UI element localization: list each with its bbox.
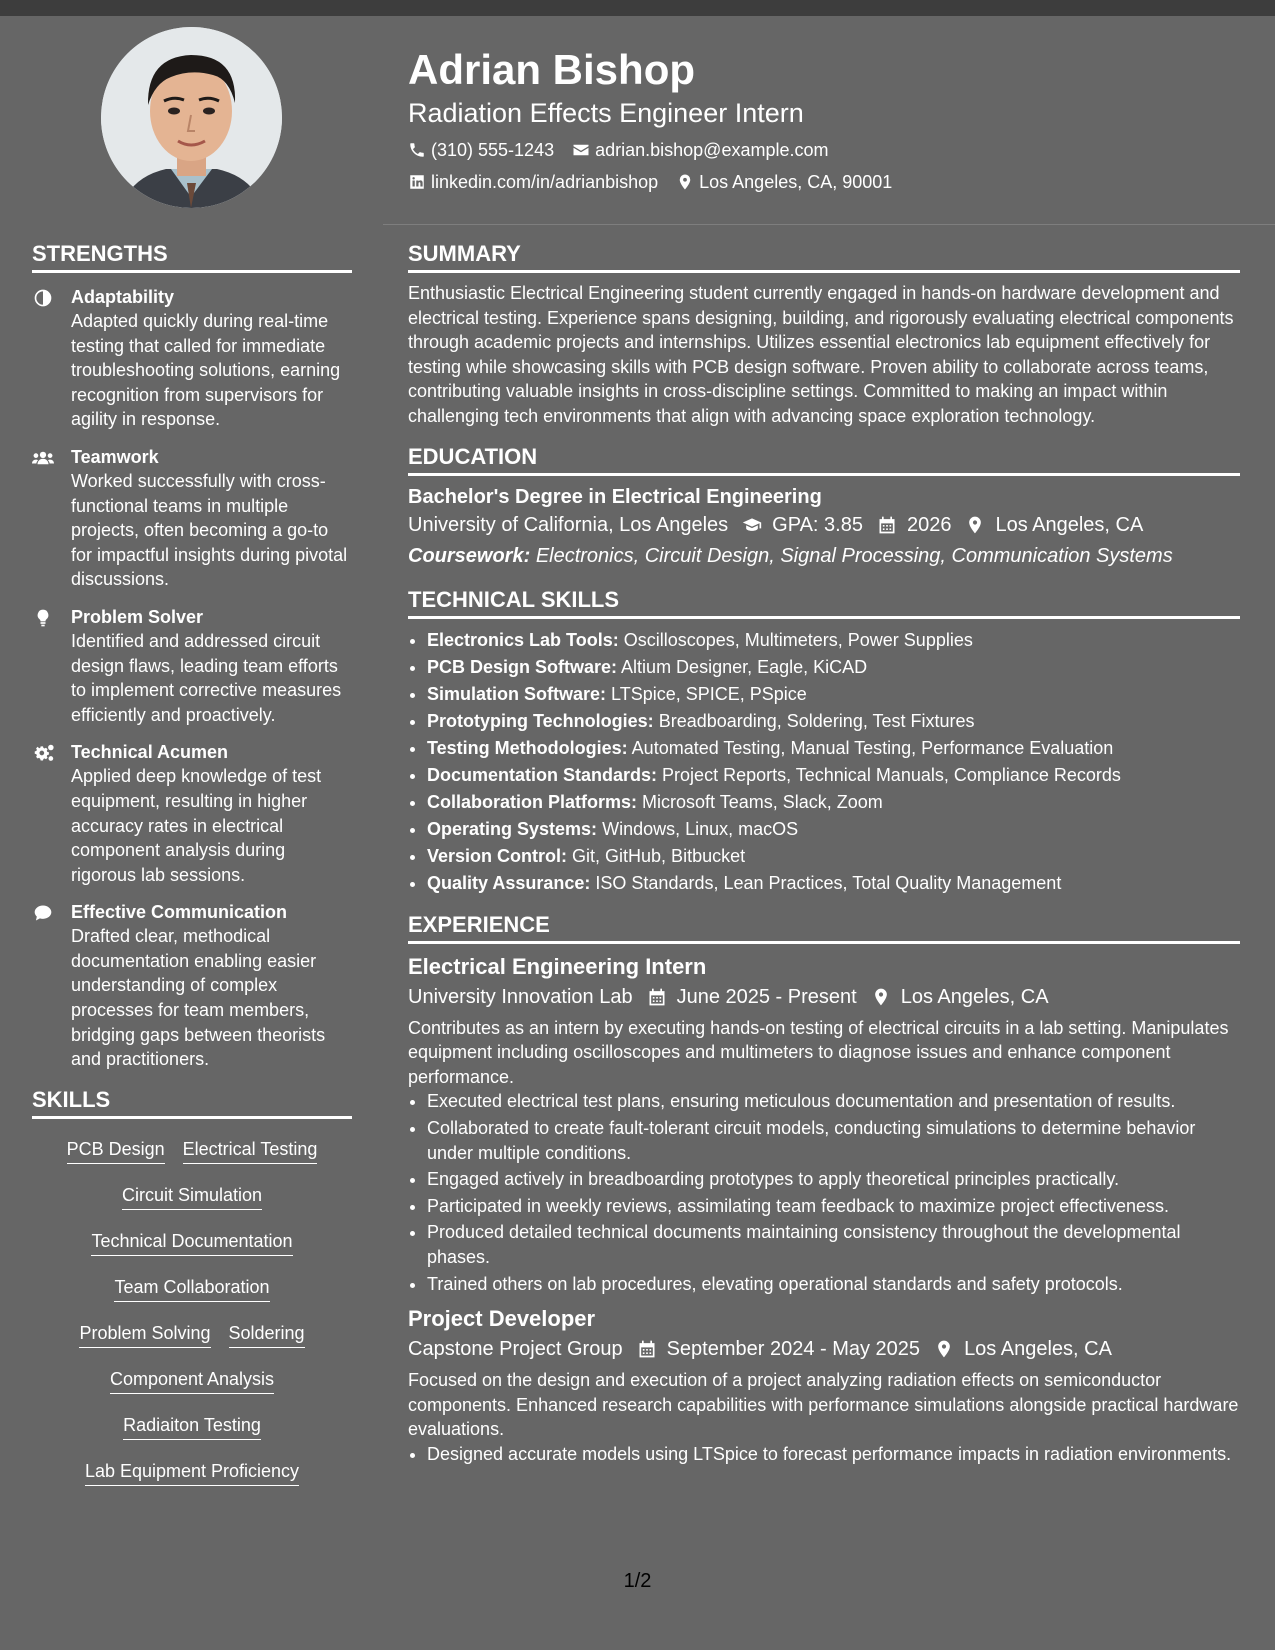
list-item: • Testing Methodologies: Automated Testing, Manual Testing, Performance Evaluation [427, 735, 1240, 762]
education-heading: EDUCATION [408, 443, 1240, 476]
linkedin-icon [408, 173, 426, 191]
list-item: • Trained others on lab procedures, elevating operational standards and safety protocols. [427, 1272, 1240, 1297]
header-divider [383, 224, 1275, 225]
job-meta [408, 982, 1240, 1012]
skill-tag: Problem Solving [79, 1321, 210, 1348]
job-dates: June 2025 - Present [647, 982, 857, 1012]
list-item: • Designed accurate models using LTSpice to forecast performance impacts in radiation environments. [427, 1442, 1240, 1467]
location-item [676, 170, 892, 194]
job-title: Radiation Effects Engineer Intern [408, 98, 804, 128]
half-circle-icon [32, 288, 54, 308]
phone-item [408, 138, 554, 162]
job-entry [408, 1304, 1240, 1466]
linkedin-item [408, 170, 658, 194]
skill-tag: Component Analysis [110, 1367, 274, 1394]
contact-row-1 [408, 138, 1238, 162]
technical-skills-list [408, 627, 1240, 897]
envelope-icon [572, 141, 590, 159]
strength-title: Teamwork [71, 446, 159, 467]
calendar-icon [637, 1339, 657, 1359]
skills-list [32, 1131, 352, 1499]
phone-text[interactable]: (310) 555-1243 [431, 140, 555, 160]
summary-text: Enthusiastic Electrical Engineering student currently engaged in hands-on hardware development and electrical testing. Experience spans designing, building, and rigorously evaluating electrical components through academic projects and internships. Utilizes essential electronics lab equipment effectively for testing while showcasing skills with PCB design software. Proven ability to collaborate across teams, contributing valuable insights in cross-discipline settings. Committed to making an impact within challenging tech environments that align with advancing space exploration technology. [408, 283, 1234, 426]
strengths-heading: STRENGTHS [32, 240, 352, 273]
strength-description: Identified and addressed circuit design flaws, leading team efforts to implement corrective measures efficiently and proactively. [71, 630, 342, 725]
experience-heading: EXPERIENCE [408, 911, 1240, 944]
education-location: Los Angeles, CA [965, 510, 1143, 540]
job-bullets [408, 1089, 1240, 1296]
strength-item [32, 605, 352, 727]
coursework-label: Coursework: [408, 544, 531, 567]
calendar-icon [647, 987, 667, 1007]
sidebar [32, 240, 352, 1499]
skill-tag: Technical Documentation [91, 1229, 292, 1256]
map-pin-icon [965, 515, 985, 535]
resume-header [408, 42, 1238, 194]
lightbulb-icon [32, 608, 54, 628]
profile-photo [101, 27, 282, 208]
list-item: • Operating Systems: Windows, Linux, macOS [427, 816, 1240, 843]
linkedin-link[interactable]: linkedin.com/in/adrianbishop [431, 172, 659, 192]
organization: Capstone Project Group [408, 1338, 623, 1361]
summary-heading: SUMMARY [408, 240, 1240, 273]
list-item: • Quality Assurance: ISO Standards, Lean Practices, Total Quality Management [427, 870, 1240, 897]
strength-title: Technical Acumen [71, 742, 229, 763]
job-meta [408, 1334, 1240, 1364]
users-icon [32, 448, 54, 468]
list-item: • Executed electrical test plans, ensuring meticulous documentation and presentation of results. [427, 1089, 1240, 1114]
candidate-name: Adrian Bishop [408, 46, 696, 93]
job-location: Los Angeles, CA [934, 1334, 1112, 1364]
map-pin-icon [934, 1339, 954, 1359]
strength-item [32, 740, 352, 887]
job-description: Contributes as an intern by executing hands-on testing of electrical circuits in a lab setting. Manipulates equipment including oscilloscopes and multimeters to diagnose issues and enhance component performance. [408, 1017, 1229, 1087]
graduation-cap-icon [742, 515, 762, 535]
list-item: • Collaborated to create fault-tolerant circuit models, conducting simulations to determine behavior under multiple conditions. [427, 1116, 1240, 1165]
gpa-item: GPA: 3.85 [742, 510, 863, 540]
strength-item [32, 285, 352, 432]
job-location: Los Angeles, CA [871, 982, 1049, 1012]
strength-item [32, 445, 352, 592]
skills-heading: SKILLS [32, 1086, 352, 1119]
job-bullets [408, 1442, 1240, 1467]
coursework-list: Electronics, Circuit Design, Signal Processing, Communication Systems [535, 544, 1173, 567]
phone-icon [408, 141, 426, 159]
list-item: • Version Control: Git, GitHub, Bitbucket [427, 843, 1240, 870]
speech-bubble-icon [32, 903, 54, 923]
page-number: 1/2 [623, 1570, 652, 1592]
main-content [408, 240, 1240, 1468]
list-item: • Collaboration Platforms: Microsoft Teams, Slack, Zoom [427, 789, 1240, 816]
coursework [408, 540, 1240, 572]
skill-tag: PCB Design [67, 1137, 165, 1164]
list-item: • Documentation Standards: Project Reports, Technical Manuals, Compliance Records [427, 762, 1240, 789]
list-item: • Participated in weekly reviews, assimilating team feedback to maximize project effectiveness. [427, 1194, 1240, 1219]
strength-title: Adaptability [71, 287, 175, 307]
school-name: University of California, Los Angeles [408, 513, 729, 536]
strength-description: Worked successfully with cross-functional teams in multiple projects, often becoming a go-to for impactful insights during pivotal discussions. [71, 470, 348, 590]
strength-title: Problem Solver [71, 606, 204, 627]
contact-row-2 [408, 170, 1238, 194]
email-link[interactable]: adrian.bishop@example.com [595, 140, 829, 160]
job-entry [408, 952, 1240, 1297]
list-item: • Electronics Lab Tools: Oscilloscopes, Multimeters, Power Supplies [427, 627, 1240, 654]
skill-tag: Lab Equipment Proficiency [85, 1459, 299, 1486]
skill-tag: Soldering [229, 1321, 305, 1348]
calendar-icon [877, 515, 897, 535]
map-pin-icon [676, 173, 694, 191]
top-bar [0, 0, 1275, 16]
technical-skills-heading: TECHNICAL SKILLS [408, 586, 1240, 619]
location-text: Los Angeles, CA, 90001 [699, 172, 893, 192]
skill-tag: Circuit Simulation [122, 1183, 262, 1210]
organization: University Innovation Lab [408, 985, 633, 1008]
list-item: • PCB Design Software: Altium Designer, Eagle, KiCAD [427, 654, 1240, 681]
strength-title: Effective Communication [71, 902, 288, 923]
list-item: • Produced detailed technical documents maintaining consistency throughout the developmental phases. [427, 1220, 1240, 1269]
degree-title: Bachelor's Degree in Electrical Engineering [408, 485, 822, 508]
list-item: • Engaged actively in breadboarding prototypes to apply theoretical principles practically. [427, 1167, 1240, 1192]
strength-item [32, 900, 352, 1072]
strength-description: Drafted clear, methodical documentation enabling easier understanding of complex processes for team members, bridging gaps between theorists and practitioners. [71, 926, 326, 1070]
strength-description: Adapted quickly during real-time testing that called for immediate troubleshooting solutions, earning recognition from supervisors for agility in response. [71, 311, 341, 430]
skill-tag: Radiaiton Testing [123, 1413, 261, 1440]
map-pin-icon [871, 987, 891, 1007]
email-item [572, 138, 828, 162]
list-item: • Simulation Software: LTSpice, SPICE, PSpice [427, 681, 1240, 708]
job-title: Electrical Engineering Intern [408, 953, 707, 979]
gears-icon [32, 743, 54, 763]
education-meta [408, 510, 1240, 540]
skill-tag: Team Collaboration [114, 1275, 269, 1302]
job-description: Focused on the design and execution of a project analyzing radiation effects on semiconductor components. Enhanced research capabilities with performance simulations alongside practical hardware evaluations. [408, 1370, 1239, 1440]
job-dates: September 2024 - May 2025 [637, 1334, 921, 1364]
graduation-year: 2026 [877, 510, 952, 540]
list-item: • Prototyping Technologies: Breadboarding, Soldering, Test Fixtures [427, 708, 1240, 735]
job-title: Project Developer [408, 1306, 596, 1332]
strength-description: Applied deep knowledge of test equipment, resulting in higher accuracy rates in electrical component analysis during rigorous lab sessions. [71, 766, 322, 885]
skill-tag: Electrical Testing [183, 1137, 318, 1164]
